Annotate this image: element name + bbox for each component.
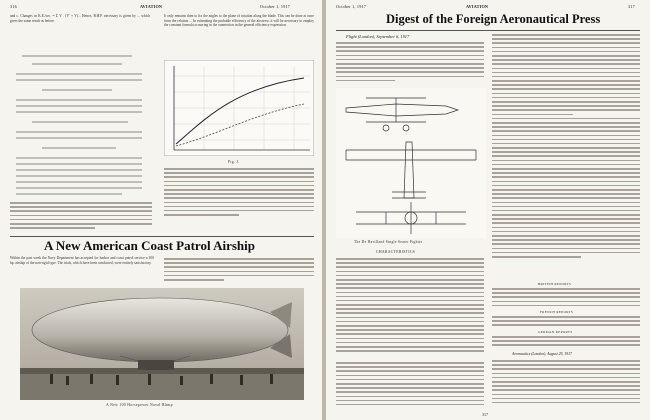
airship-article-text-right [164, 258, 314, 284]
left-date: October 1, 1917 [260, 4, 291, 9]
right-col-text [492, 34, 640, 274]
digest-title: Digest of the Foreign Aeronautical Press [386, 12, 601, 26]
airship-photo [20, 288, 304, 400]
airship-article-text: Within the past week the Navy Department has accepted for harbor and coast patrol service a 100 hp. airship of the non-rigid type. The trials, which have been conducted, were entirely satisfactory. [10, 256, 154, 265]
drawing-caption: The De Havilland Single Seater Fighter [354, 240, 423, 244]
british-reports-title: BRITISH REPORTS [538, 282, 572, 286]
characteristics-title: CHARACTERISTICS [376, 250, 416, 254]
left-intro-text: and c. Changes in K.E./sec. = Σ V . (V' + V)... Hence, B.H.P. necessary is given by ... which gives the same result as before. [10, 14, 150, 23]
item1-text [336, 42, 484, 86]
left-right-col-text-tail [164, 168, 314, 224]
item2-text [492, 360, 640, 410]
left-col-bottom-text [336, 362, 484, 410]
characteristics-table [336, 258, 484, 358]
efficiency-graph [164, 60, 314, 156]
item1-source: Flight (London), September 6, 1917 [346, 34, 410, 39]
german-reports-table [492, 336, 640, 350]
airship-article-title: A New American Coast Patrol Airship [44, 238, 255, 253]
formula-block [12, 50, 148, 200]
left-page-number: 316 [10, 4, 17, 9]
left-page [0, 0, 322, 420]
german-reports-title: GERMAN REPORTS [538, 330, 573, 334]
right-date: October 1, 1917 [336, 4, 367, 9]
french-reports-title: FRENCH REPORTS [540, 310, 574, 314]
airship-photo-caption: A New 100 Horsepower Naval Blimp [106, 403, 173, 407]
british-reports-table [492, 288, 640, 310]
right-page [326, 0, 650, 420]
right-running-head: AVIATION [466, 4, 489, 9]
left-running-head: AVIATION [140, 4, 163, 9]
left-col-text-tail [10, 202, 152, 232]
french-reports-table [492, 316, 640, 330]
left-right-col-text: It only remains then to fix the angles to the plane of rotation along the blade. This can be done at once from the relation ... In estimating the probable efficiency of the airscrew, it will be necessary to employ the constant formula occurring in the connection in the general efficiency expression. [164, 14, 314, 28]
item2-source: Aeronautics (London), August 29, 1917 [512, 352, 572, 356]
digest-rule [336, 30, 640, 31]
graph-caption: Fig. 3 [228, 160, 239, 164]
section-rule [10, 236, 314, 237]
aircraft-drawing [336, 88, 486, 238]
right-folio: 317 [482, 412, 488, 417]
right-page-number: 317 [628, 4, 635, 9]
